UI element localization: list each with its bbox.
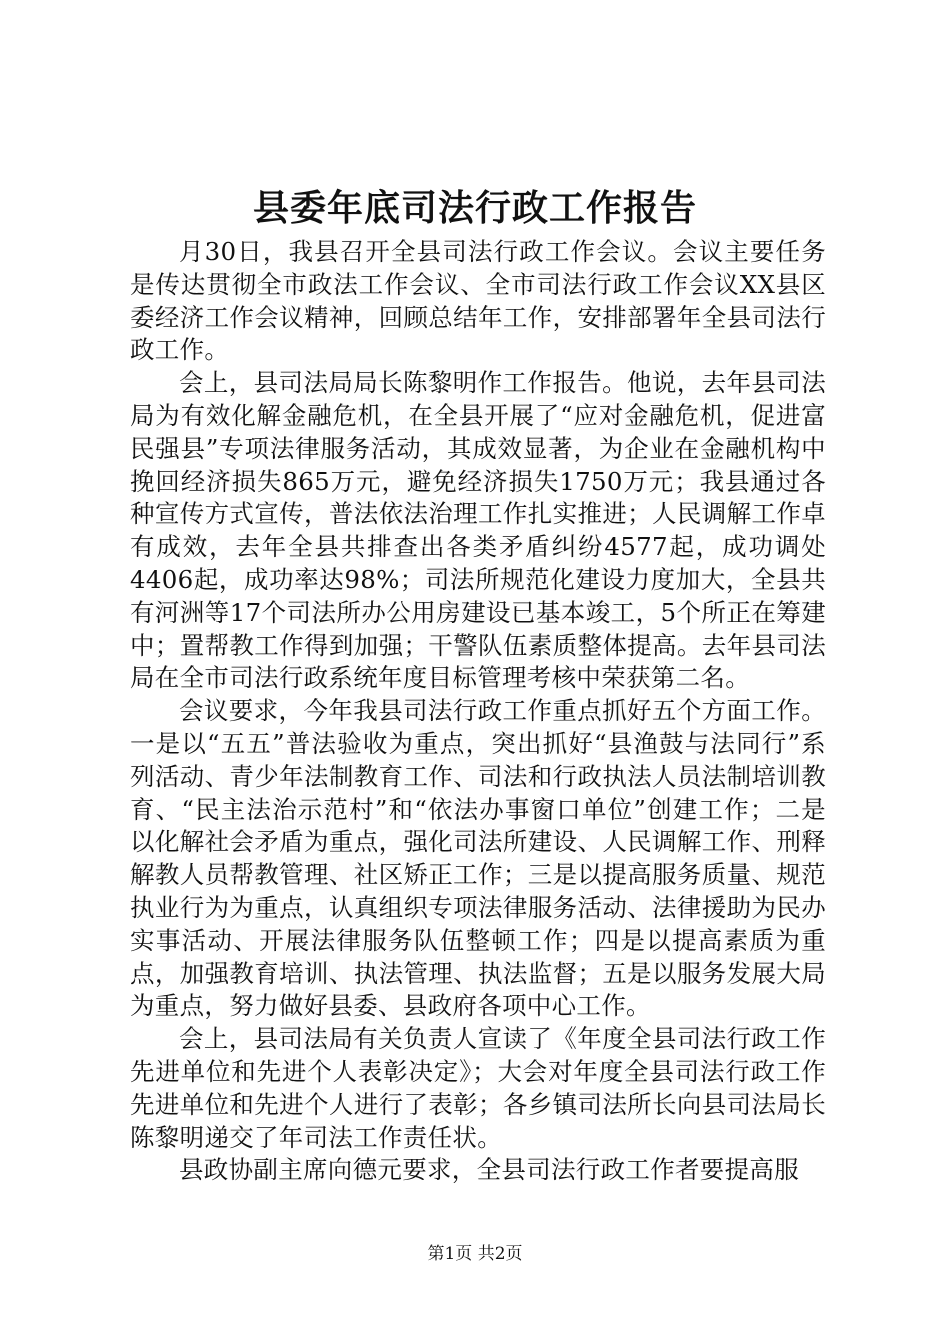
paragraph: 会上，县司法局有关负责人宣读了《年度全县司法行政工作先进单位和先进个人表彰决定》；大会对年度全县司法行政工作先进单位和先进个人进行了表彰；各乡镇司法所长向县司法局长陈黎明递交了年司法工作责任状。 (130, 1024, 826, 1152)
paragraph: 会议要求，今年我县司法行政工作重点抓好五个方面工作。一是以“五五”普法验收为重点，突出抓好“县渔鼓与法同行”系列活动、青少年法制教育工作、司法和行政执法人员法制培训教育、“民主法治示范村”和“依法办事窗口单位”创建工作；二是以化解社会矛盾为重点，强化司法所建设、人民调解工作、刑释解教人员帮教管理、社区矫正工作；三是以提高服务质量、规范执业行为为重点，认真组织专项法律服务活动、法律援助为民办实事活动、开展法律服务队伍整顿工作；四是以提高素质为重点，加强教育培训、执法管理、执法监督；五是以服务发展大局为重点，努力做好县委、县政府各项中心工作。 (130, 696, 826, 1021)
paragraph: 会上，县司法局局长陈黎明作工作报告。他说，去年县司法局为有效化解金融危机，在全县开展了“应对金融危机，促进富民强县”专项法律服务活动，其成效显著，为企业在金融机构中挽回经济损失865万元，避免经济损失1750万元；我县通过各种宣传方式宣传，普法依法治理工作扎实推进；人民调解工作卓有成效，去年全县共排查出各类矛盾纠纷4577起，成功调处4406起，成功率达98%；司法所规范化建设力度加大，全县共有河洲等17个司法所办公用房建设已基本竣工，5个所正在筹建中；置帮教工作得到加强；干警队伍素质整体提高。去年县司法局在全市司法行政系统年度目标管理考核中荣获第二名。 (130, 368, 827, 693)
paragraph: 县政协副主席向德元要求，全县司法行政工作者要提高服 (179, 1155, 799, 1185)
page-footer: 第1页 共2页 (427, 1244, 523, 1264)
document-body (130, 236, 826, 1187)
paragraph: 月30日，我县召开全县司法行政工作会议。会议主要任务是传达贯彻全市政法工作会议、全市司法行政工作会议XX县区委经济工作会议精神，回顾总结年工作，安排部署年全县司法行政工作。 (130, 237, 826, 365)
document-title: 县委年底司法行政工作报告 (252, 187, 697, 229)
